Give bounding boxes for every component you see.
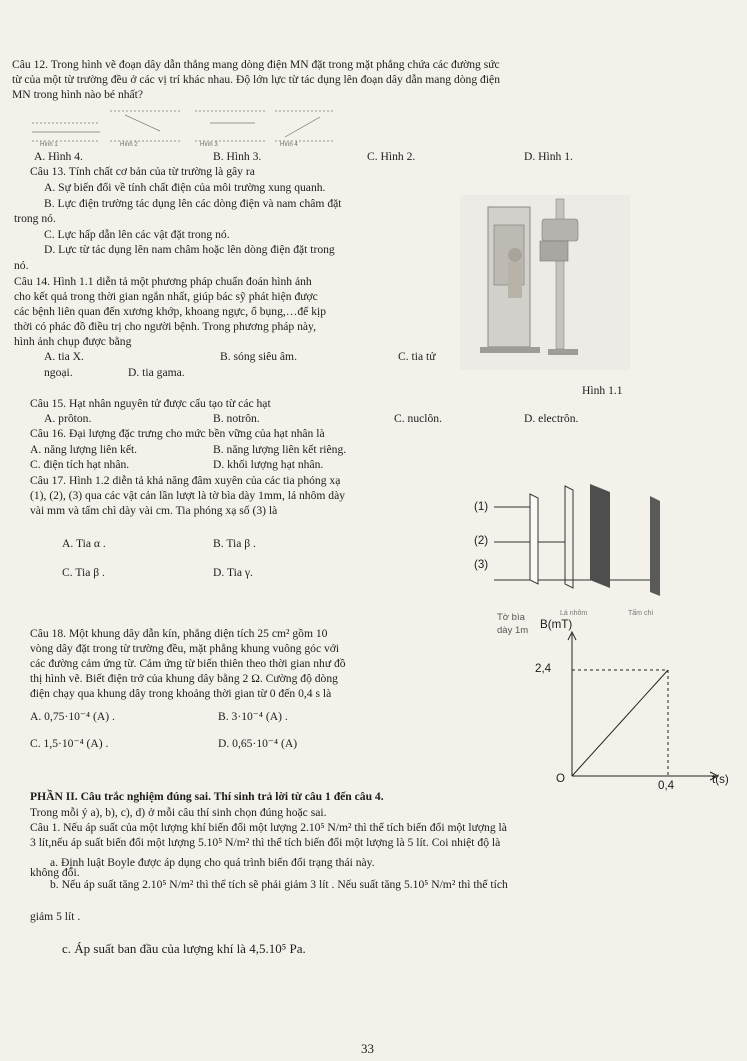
- q18-line-4: thị hình vẽ. Biết điện trở của khung dây bằng 2 Ω. Cường độ dòng: [30, 672, 338, 685]
- q14-line-5: hình ảnh chụp được bằng: [14, 335, 132, 348]
- ray-label-1: (1): [474, 500, 489, 513]
- q16-option-b: B. năng lượng liên kết riêng.: [213, 443, 347, 456]
- q14-option-c: C. tia tử: [398, 350, 436, 363]
- part2-q1-line-1: Câu 1. Nếu áp suất của một lượng khí biến đổi một lượng 2.10⁵ N/m² thì thể tích biến đổi một lượng là: [30, 821, 507, 834]
- q15-option-c: C. nuclôn.: [394, 412, 442, 425]
- part2-q1-line-2: 3 lít,nếu áp suất biến đổi một lượng 5.10⁵ N/m² thì thể tích biến đổi một lượng là 5 lít. Coi nhiệt độ là: [30, 836, 501, 849]
- q18-option-c: C. 1,5·10⁻⁴ (A) .: [30, 737, 109, 750]
- q18-option-d: D. 0,65·10⁻⁴ (A): [218, 737, 298, 750]
- xray-machine-image: [460, 195, 630, 370]
- fig-label-2: Hình 2: [120, 142, 138, 148]
- graph-x-label: t(s): [712, 773, 729, 786]
- q16-line-1: Câu 16. Đại lượng đặc trưng cho mức bền vững của hạt nhân là: [30, 427, 325, 440]
- q15-option-d: D. electrôn.: [524, 412, 579, 425]
- q17-line-1: Câu 17. Hình 1.2 diễn tả khả năng đâm xuyên của các tia phóng xạ: [30, 474, 341, 487]
- q17-option-d: D. Tia γ.: [213, 566, 253, 579]
- q18-line-3: các đường cảm ứng từ. Cảm ứng từ biến thiên theo thời gian như đồ: [30, 657, 346, 670]
- part2-q1-statement-c: c. Áp suất ban đầu của lượng khí là 4,5.10⁵ Pa.: [62, 941, 306, 956]
- q14-line-4: thời có phác đồ điều trị cho người bệnh. Trong phương pháp này,: [14, 320, 316, 333]
- q18-line-2: vòng dây đặt trong từ trường đều, mặt phẳng khung vuông góc với: [30, 642, 340, 655]
- part2-instruction: Trong mỗi ý a), b), c), d) ở mỗi câu thí sinh chọn đúng hoặc sai.: [30, 806, 327, 819]
- q17-line-2: (1), (2), (3) qua các vật cản lần lượt là tờ bìa dày 1mm, lá nhôm dày: [30, 489, 346, 502]
- part2-q1-statement-a: a. Định luật Boyle được áp dụng cho quá trình biến đổi trạng thái này.: [50, 856, 375, 869]
- fig-label-3: Hình 3: [200, 142, 218, 148]
- q12-option-a: A. Hình 4.: [34, 150, 83, 163]
- q13-option-c: C. Lực hấp dẫn lên các vật đặt trong nó.: [44, 228, 230, 241]
- q16-option-d: D. khối lượng hạt nhân.: [213, 458, 324, 471]
- graph-x-value: 0,4: [658, 779, 675, 792]
- part2-heading: PHẦN II. Câu trắc nghiệm đúng sai. Thí sinh trả lời từ câu 1 đến câu 4.: [30, 790, 384, 803]
- q14-option-a: A. tia X.: [44, 350, 84, 363]
- q13-option-b-cont: trong nó.: [14, 212, 56, 225]
- q12-line-1: Câu 12. Trong hình vẽ đoạn dây dẫn thẳng mang dòng điện MN đặt trong mặt phẳng chứa các đường sức: [12, 58, 500, 71]
- graph-y-value: 2,4: [535, 662, 552, 675]
- q18-option-a: A. 0,75·10⁻⁴ (A) .: [30, 710, 115, 723]
- ray-label-2: (2): [474, 534, 489, 547]
- figure-1-1-caption: Hình 1.1: [582, 384, 623, 397]
- fig-label-1: Hình 1: [40, 142, 58, 148]
- q15-line-1: Câu 15. Hạt nhân nguyên tử được cấu tạo từ các hạt: [30, 397, 271, 410]
- q18-option-b: B. 3·10⁻⁴ (A) .: [218, 710, 288, 723]
- ray-label-3: (3): [474, 558, 489, 571]
- cardboard-thickness: dày 1m: [497, 625, 529, 636]
- q12-line-2: từ của một từ trường đều ở các vị trí khác nhau. Độ lớn lực từ tác dụng lên đoạn dây dẫn mang dòng điện: [12, 73, 500, 86]
- q18-line-5: điện chạy qua khung dây trong khoảng thời gian từ 0 đến 0,4 s là: [30, 687, 332, 700]
- q14-line-2: cho kết quả trong thời gian ngắn nhất, giúp bác sỹ phát hiện được: [14, 290, 318, 303]
- q18-line-1: Câu 18. Một khung dây dẫn kín, phẳng diện tích 25 cm² gồm 10: [30, 627, 328, 640]
- graph-origin: O: [556, 772, 566, 785]
- aluminium-caption: Lá nhôm: [560, 610, 588, 617]
- q17-option-b: B. Tia β .: [213, 537, 256, 550]
- q13-option-b: B. Lực điện trường tác dụng lên các dòng điện và nam châm đặt: [44, 197, 342, 210]
- q14-option-d: D. tia gama.: [128, 366, 185, 379]
- part2-q1-statement-b: b. Nếu áp suất tăng 2.10⁵ N/m² thì thể tích sẽ phải giảm 3 lít . Nếu suất tăng 5.10⁵ N/m² thì thể tích: [50, 878, 508, 891]
- cardboard-caption: Tờ bìa: [497, 612, 525, 623]
- part2-q1-line-3: không đổi.: [30, 866, 80, 879]
- lead-caption: Tấm chì: [628, 610, 654, 617]
- q15-option-a: A. prôton.: [44, 412, 92, 425]
- q15-option-b: B. notrôn.: [213, 412, 260, 425]
- q14-option-b: B. sóng siêu âm.: [220, 350, 297, 363]
- q12-option-d: D. Hình 1.: [524, 150, 573, 163]
- part2-q1-statement-b-cont: giảm 5 lít .: [30, 910, 81, 923]
- q17-option-a: A. Tia α .: [62, 537, 106, 550]
- q14-option-c-cont: ngoại.: [44, 366, 73, 379]
- q13-option-a: A. Sự biến đổi về tính chất điện của môi trường xung quanh.: [44, 181, 326, 194]
- radiation-penetration-diagram: [470, 476, 670, 604]
- q12-option-c: C. Hình 2.: [367, 150, 416, 163]
- page-number: 33: [361, 1041, 374, 1056]
- q12-option-b: B. Hình 3.: [213, 150, 262, 163]
- q13-option-d: D. Lực từ tác dụng lên nam châm hoặc lên dòng điện đặt trong: [44, 243, 335, 256]
- q14-line-3: các bệnh liên quan đến xương khớp, khoang ngực, ổ bụng,…để kịp: [14, 305, 327, 318]
- q16-option-c: C. điện tích hạt nhân.: [30, 458, 130, 471]
- q13-option-d-cont: nó.: [14, 259, 29, 272]
- graph-y-label: B(mT): [540, 618, 573, 631]
- fig-label-4: Hình 4: [280, 142, 298, 148]
- q12-line-3: MN trong hình nào bé nhất?: [12, 88, 144, 101]
- magnetic-field-graph: [540, 626, 720, 786]
- q17-option-c: C. Tia β .: [62, 566, 105, 579]
- q17-line-3: vài mm và tấm chì dày vài cm. Tia phóng xạ số (3) là: [30, 504, 278, 517]
- q13-line-1: Câu 13. Tính chất cơ bản của từ trường là gây ra: [30, 165, 255, 178]
- q14-line-1: Câu 14. Hình 1.1 diễn tả một phương pháp chuẩn đoán hình ảnh: [14, 275, 312, 288]
- q16-option-a: A. năng lượng liên kết.: [30, 443, 138, 456]
